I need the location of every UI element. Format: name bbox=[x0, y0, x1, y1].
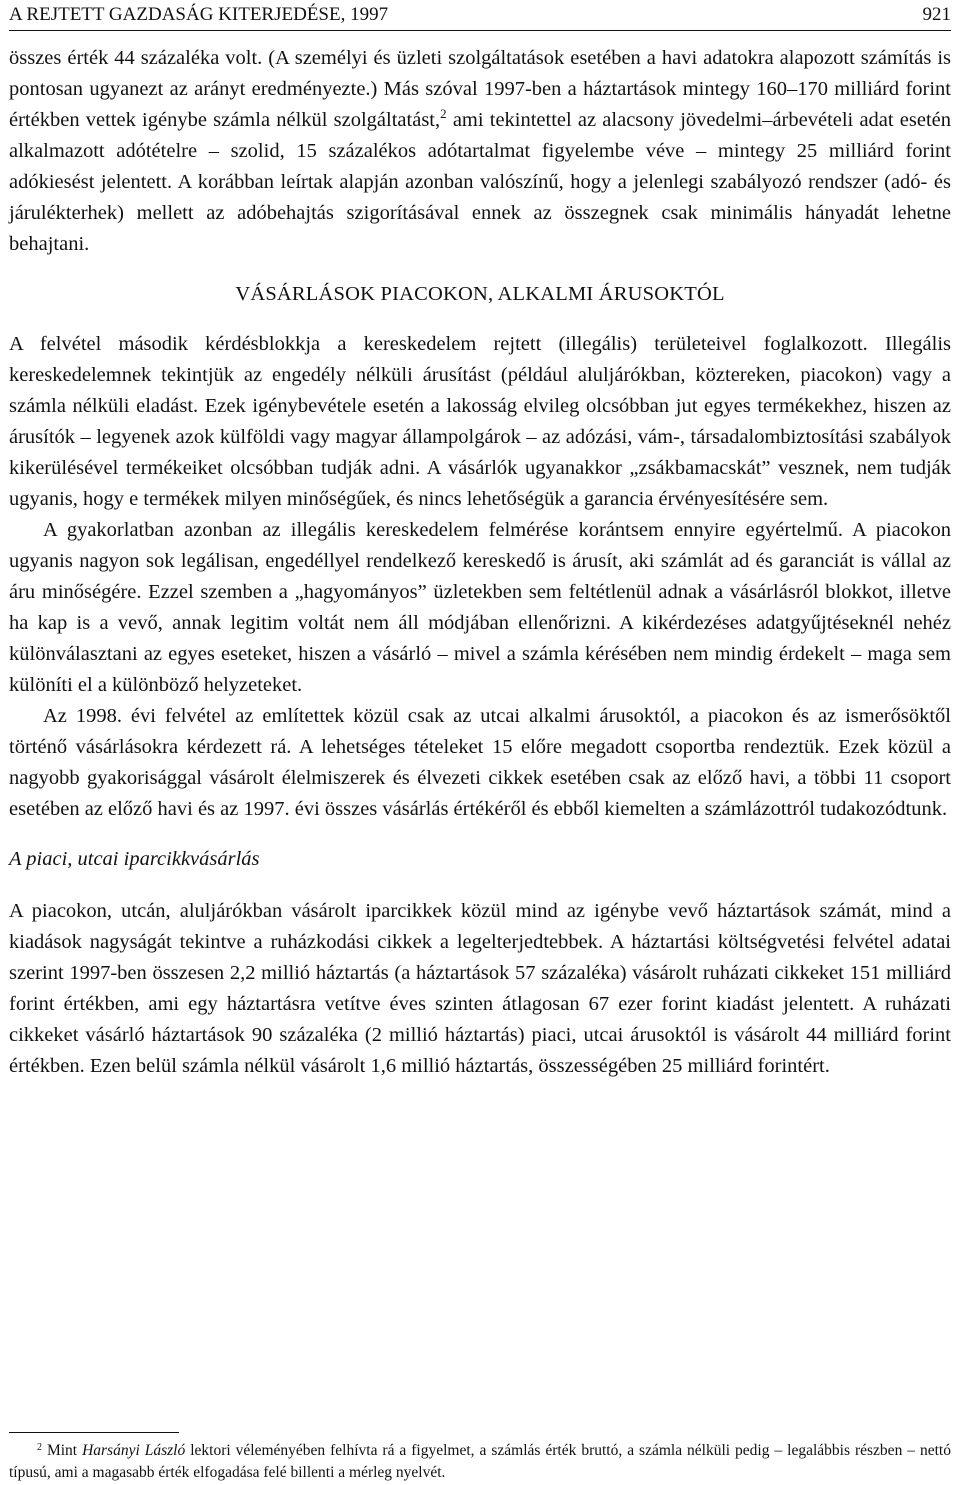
footnote-divider bbox=[9, 1432, 179, 1433]
paragraph: A gyakorlatban azonban az illegális kereskedelem felmérése korántsem ennyire egyértelmű. A piacokon ugyanis nagyon sok legálisan, engedéllyel rendelkező kereskedő is árusít, aki számlát ad és garanciát is vállal az áru minőségére. Ezzel szemben a „hagyományos” üzletekben sem feltétlenül adnak a vásárlásról blokkot, illetve ha kap is a vevő, annak legitim voltát nem áll módjában ellenőrizni. A kikérdezéses adatgyűjtéseknél nehéz különválasztani az egyes eseteket, hiszen a vásárló – mivel a számla kérésében nem mindig érdekelt – maga sem különíti el a különböző helyzeteket. bbox=[9, 519, 951, 696]
footnote-text: lektori véleményében felhívta rá a figyelmet, a számlás érték bruttó, a számla nélküli pedig – legalábbis részben – nettó típusú, ami a magasabb érték elfogadása felé billenti a mérleg nyelvét. bbox=[9, 1442, 951, 1481]
section-heading: VÁSÁRLÁSOK PIACOKON, ALKALMI ÁRUSOKTÓL bbox=[235, 283, 725, 305]
footnote-author: Harsányi László bbox=[82, 1442, 186, 1459]
page-number: 921 bbox=[922, 4, 951, 25]
paragraph-text: ami tekintettel az alacsony jövedelmi–árbevételi adat esetén alkalmazott adótételre – szolid, 15 százalékos adótartalmat figyelembe véve – mintegy 25 milliárd forint adókiesést jelentett. A korábban leírtak alapján azonban valószínű, hogy a jelenlegi szabályozó rendszer (adó- és járulékterhek) mellett az adóbehajtás szigorításával ennek az összegnek csak minimális hányadát lehetne behajtani. bbox=[9, 109, 951, 255]
footnote-mark: 2 bbox=[37, 1442, 42, 1453]
subsection-heading: A piaci, utcai iparcikkvásárlás bbox=[9, 848, 260, 870]
running-header bbox=[9, 0, 951, 31]
running-title: A REJTETT GAZDASÁG KITERJEDÉSE, 1997 bbox=[9, 4, 389, 25]
paragraph-continued bbox=[9, 43, 951, 260]
footnote-text: Mint bbox=[42, 1442, 83, 1459]
paragraph-text: összes érték 44 százaléka volt. (A személyi és üzleti szolgáltatások esetében a havi adatokra alapozott számítás is pontosan ugyanezt az arányt eredményezte.) Más szóval 1997-ben a háztartások mintegy 160–170 milliárd forint értékben vettek igénybe számla nélkül szolgáltatást, bbox=[9, 47, 951, 131]
footnote bbox=[9, 1440, 951, 1484]
paragraph: A felvétel második kérdésblokkja a kereskedelem rejtett (illegális) területeivel foglalkozott. Illegális kereskedelemnek tekintjük az engedély nélküli árusítást (például aluljárókban, köztereken, piacokon) vagy a számla nélküli eladást. Ezek igénybevétele esetén a lakosság elvileg olcsóbban jut egyes termékekhez, hiszen az árusítók – legyenek azok külföldi vagy magyar állampolgárok – az adózási, vám-, társadalombiztosítási szabályok kikerülésével termékeiket olcsóbban tudják adni. A vásárlók ugyanakkor „zsákbamacskát” vesznek, nem tudják ugyanis, hogy e termékek milyen minőségűek, és nincs lehetőségük a garancia érvényesítésére sem. bbox=[9, 333, 951, 510]
paragraph: Az 1998. évi felvétel az említettek közül csak az utcai alkalmi árusoktól, a piacokon és az ismerősöktől történő vásárlásokra kérdezett rá. A lehetséges tételeket 15 előre megadott csoportba rendeztük. Ezek közül a nagyobb gyakorisággal vásárolt élelmiszerek és élvezeti cikkek esetében csak az előző havi, a többi 11 csoport esetében az előző havi és az 1997. évi összes vásárlás értékéről és ebből kiemelten a számlázottról tudakozódtunk. bbox=[9, 705, 951, 820]
body-text bbox=[9, 43, 951, 1082]
footnote-reference: 2 bbox=[440, 106, 447, 121]
paragraph: A piacokon, utcán, aluljárókban vásárolt iparcikkek közül mind az igénybe vevő háztartások számát, mind a kiadások nagyságát tekintve a ruházkodási cikkek a legelterjedtebbek. A háztartási költségvetési felvétel adatai szerint 1997-ben összesen 2,2 millió háztartás (a háztartások 57 százaléka) vásárolt ruházati cikkeket 151 milliárd forint értékben, ami egy háztartásra vetítve éves szinten átlagosan 67 ezer forint kiadást jelentett. A ruházati cikkeket vásárló háztartások 90 százaléka (2 millió háztartás) piaci, utcai árusoktól is vásárolt 44 milliárd forint értékben. Ezen belül számla nélkül vásárolt 1,6 millió háztartás, összességében 25 milliárd forintért. bbox=[9, 900, 951, 1077]
